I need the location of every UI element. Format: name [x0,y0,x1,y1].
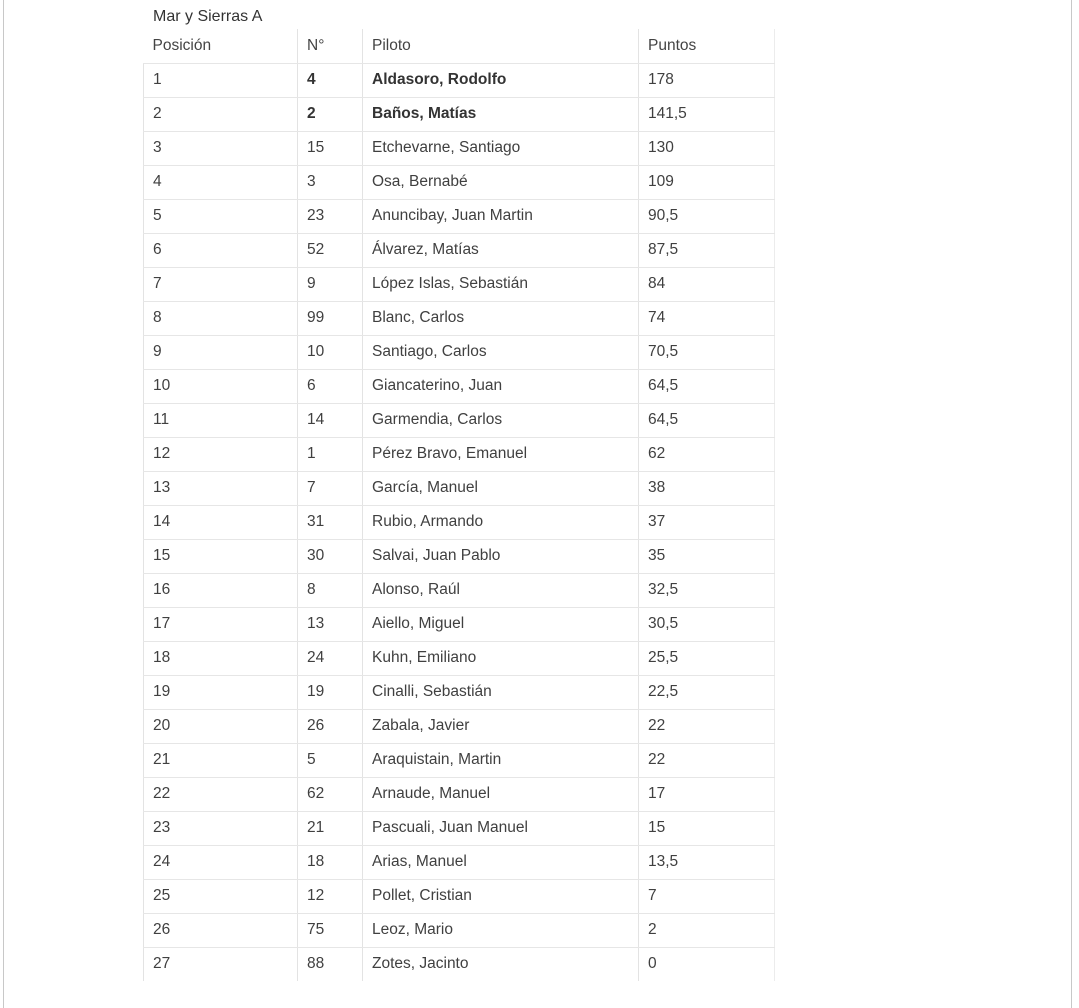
number-cell: 14 [298,403,363,437]
table-row [144,165,775,199]
header-position: Posición [144,29,298,63]
position-cell: 24 [144,845,298,879]
points-cell: 109 [639,165,775,199]
header-number: N° [298,29,363,63]
driver-cell: Zabala, Javier [363,709,639,743]
points-cell: 62 [639,437,775,471]
points-cell: 178 [639,63,775,97]
points-cell: 2 [639,913,775,947]
table-caption: Mar y Sierras A [153,8,263,25]
table-header-row [144,29,775,63]
position-cell: 10 [144,369,298,403]
number-cell: 4 [298,63,363,97]
table-row [144,471,775,505]
number-cell: 7 [298,471,363,505]
position-cell: 15 [144,539,298,573]
position-cell: 21 [144,743,298,777]
position-cell: 5 [144,199,298,233]
number-cell: 75 [298,913,363,947]
number-cell: 9 [298,267,363,301]
points-cell: 35 [639,539,775,573]
table-row [144,63,775,97]
driver-cell: Zotes, Jacinto [363,947,639,981]
number-cell: 1 [298,437,363,471]
table-row [144,879,775,913]
driver-cell: Cinalli, Sebastián [363,675,639,709]
table-row [144,641,775,675]
table-row [144,573,775,607]
points-cell: 64,5 [639,403,775,437]
points-cell: 22 [639,743,775,777]
number-cell: 18 [298,845,363,879]
position-cell: 16 [144,573,298,607]
points-cell: 7 [639,879,775,913]
points-cell: 90,5 [639,199,775,233]
driver-cell: Alonso, Raúl [363,573,639,607]
position-cell: 23 [144,811,298,845]
number-cell: 3 [298,165,363,199]
points-cell: 32,5 [639,573,775,607]
number-cell: 13 [298,607,363,641]
points-cell: 15 [639,811,775,845]
table-row [144,675,775,709]
driver-cell: García, Manuel [363,471,639,505]
number-cell: 6 [298,369,363,403]
number-cell: 10 [298,335,363,369]
driver-cell: Aiello, Miguel [363,607,639,641]
driver-cell: Anuncibay, Juan Martin [363,199,639,233]
position-cell: 9 [144,335,298,369]
position-cell: 17 [144,607,298,641]
driver-cell: Osa, Bernabé [363,165,639,199]
driver-cell: Rubio, Armando [363,505,639,539]
table-row [144,709,775,743]
points-cell: 22,5 [639,675,775,709]
driver-cell: Arias, Manuel [363,845,639,879]
driver-cell: Pollet, Cristian [363,879,639,913]
number-cell: 88 [298,947,363,981]
table-row [144,369,775,403]
driver-cell: Baños, Matías [363,97,639,131]
table-row [144,97,775,131]
number-cell: 24 [298,641,363,675]
position-cell: 6 [144,233,298,267]
number-cell: 12 [298,879,363,913]
points-cell: 70,5 [639,335,775,369]
table-row [144,845,775,879]
position-cell: 22 [144,777,298,811]
points-cell: 13,5 [639,845,775,879]
number-cell: 8 [298,573,363,607]
table-body [144,63,775,981]
position-cell: 13 [144,471,298,505]
position-cell: 25 [144,879,298,913]
number-cell: 21 [298,811,363,845]
points-cell: 0 [639,947,775,981]
driver-cell: Garmendia, Carlos [363,403,639,437]
table-row [144,539,775,573]
driver-cell: Álvarez, Matías [363,233,639,267]
table-row [144,267,775,301]
points-cell: 30,5 [639,607,775,641]
header-points: Puntos [639,29,775,63]
standings-table [143,29,775,981]
position-cell: 1 [144,63,298,97]
table-row [144,335,775,369]
driver-cell: Giancaterino, Juan [363,369,639,403]
points-cell: 141,5 [639,97,775,131]
position-cell: 18 [144,641,298,675]
points-cell: 87,5 [639,233,775,267]
points-cell: 17 [639,777,775,811]
number-cell: 15 [298,131,363,165]
position-cell: 8 [144,301,298,335]
position-cell: 2 [144,97,298,131]
number-cell: 31 [298,505,363,539]
driver-cell: Pascuali, Juan Manuel [363,811,639,845]
table-row [144,437,775,471]
position-cell: 11 [144,403,298,437]
points-cell: 84 [639,267,775,301]
table-row [144,301,775,335]
driver-cell: Arnaude, Manuel [363,777,639,811]
table-row [144,607,775,641]
table-row [144,947,775,981]
table-row [144,233,775,267]
table-row [144,131,775,165]
driver-cell: Salvai, Juan Pablo [363,539,639,573]
position-cell: 12 [144,437,298,471]
header-driver: Piloto [363,29,639,63]
position-cell: 14 [144,505,298,539]
number-cell: 99 [298,301,363,335]
points-cell: 22 [639,709,775,743]
driver-cell: Aldasoro, Rodolfo [363,63,639,97]
number-cell: 52 [298,233,363,267]
points-cell: 25,5 [639,641,775,675]
position-cell: 26 [144,913,298,947]
driver-cell: Leoz, Mario [363,913,639,947]
points-cell: 74 [639,301,775,335]
table-row [144,777,775,811]
number-cell: 5 [298,743,363,777]
table-row [144,199,775,233]
number-cell: 23 [298,199,363,233]
position-cell: 7 [144,267,298,301]
number-cell: 26 [298,709,363,743]
number-cell: 62 [298,777,363,811]
points-cell: 130 [639,131,775,165]
table-row [144,743,775,777]
position-cell: 3 [144,131,298,165]
driver-cell: López Islas, Sebastián [363,267,639,301]
driver-cell: Kuhn, Emiliano [363,641,639,675]
points-cell: 38 [639,471,775,505]
points-cell: 64,5 [639,369,775,403]
table-row [144,913,775,947]
table-row [144,811,775,845]
position-cell: 19 [144,675,298,709]
table-row [144,403,775,437]
position-cell: 20 [144,709,298,743]
driver-cell: Pérez Bravo, Emanuel [363,437,639,471]
number-cell: 19 [298,675,363,709]
number-cell: 30 [298,539,363,573]
number-cell: 2 [298,97,363,131]
driver-cell: Blanc, Carlos [363,301,639,335]
position-cell: 27 [144,947,298,981]
position-cell: 4 [144,165,298,199]
driver-cell: Araquistain, Martin [363,743,639,777]
driver-cell: Etchevarne, Santiago [363,131,639,165]
points-cell: 37 [639,505,775,539]
driver-cell: Santiago, Carlos [363,335,639,369]
table-row [144,505,775,539]
